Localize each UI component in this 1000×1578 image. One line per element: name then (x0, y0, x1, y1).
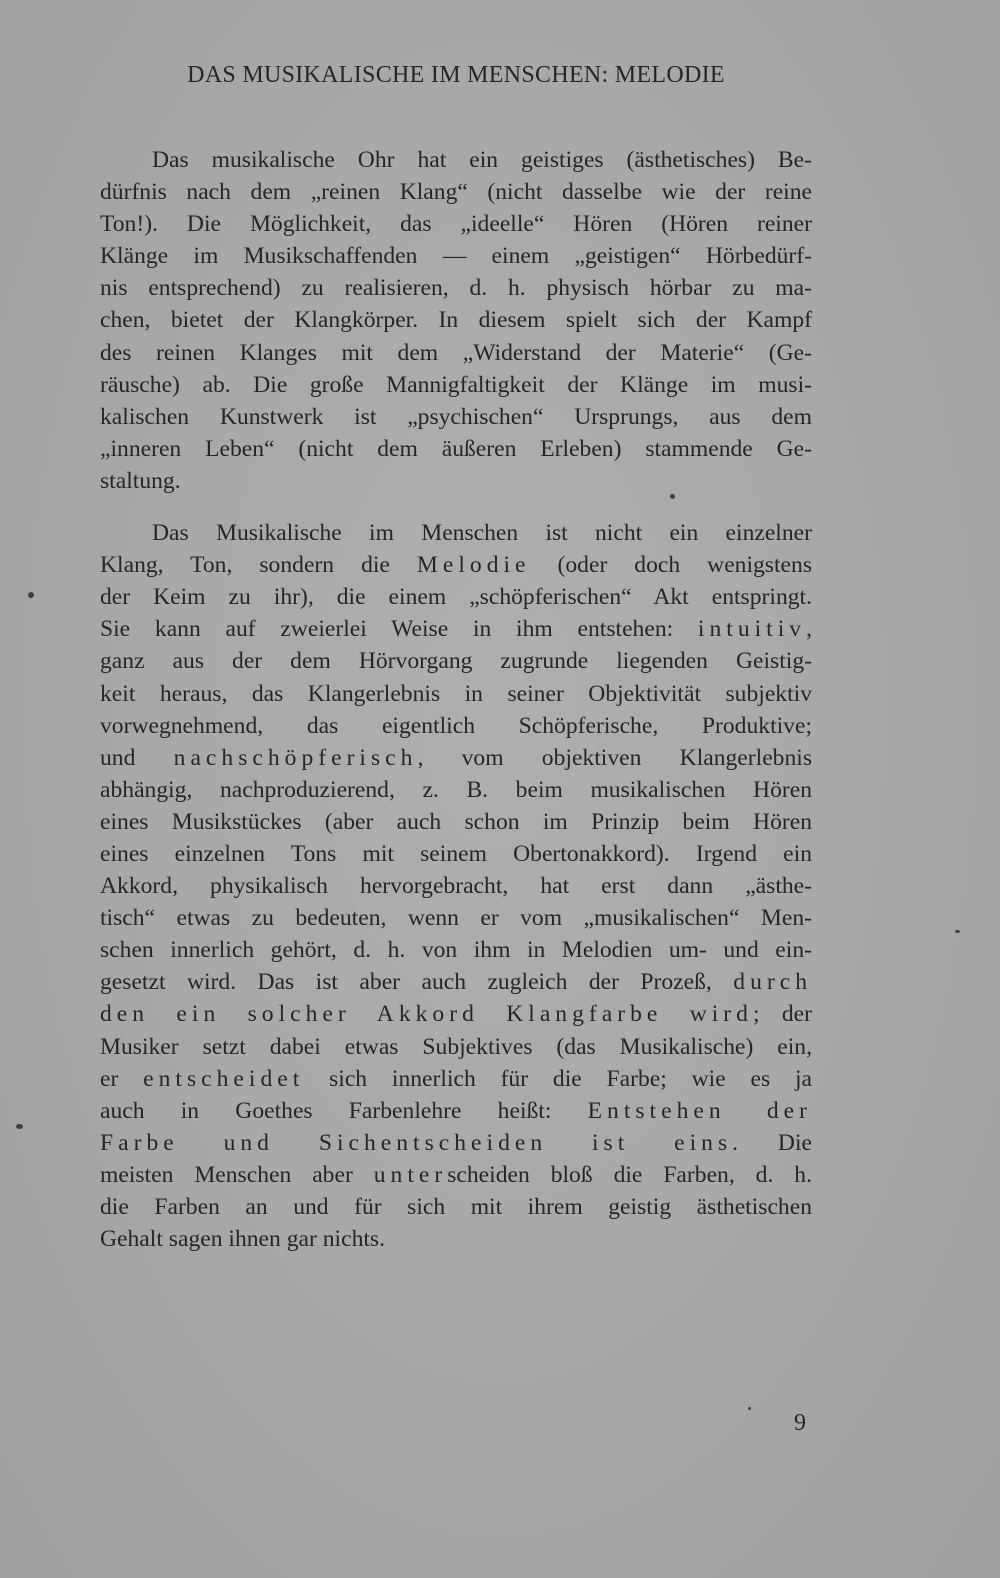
text-line: chen, bietet der Klangkörper. In diesem spielt sich der Kampf (100, 307, 812, 334)
text-line: Klänge im Musikschaffenden — einem „geistigen“ Hörbedürf- (100, 243, 812, 270)
text-line: auch in Goethes Farbenlehre heißt: Entstehen der (100, 1097, 812, 1124)
spaced-emphasis: nachschöpferisch (173, 744, 418, 771)
spaced-emphasis: intuitiv (697, 616, 807, 643)
text-line: gesetzt wird. Das ist aber auch zugleich der Prozeß, durch (100, 969, 812, 996)
text-line: staltung. (100, 467, 181, 494)
text-line: Das Musikalische im Menschen ist nicht ein einzelner (152, 520, 812, 547)
text-line: abhängig, nachproduzierend, z. B. beim musikalischen Hören (100, 776, 812, 803)
text-line: der Keim zu ihr), die einem „schöpferischen“ Akt entspringt. (100, 584, 812, 611)
page-number: 9 (794, 1410, 806, 1436)
text-line: dürfnis nach dem „reinen Klang“ (nicht dasselbe wie der reine (100, 179, 812, 206)
text-line: Musiker setzt dabei etwas Subjektives (das Musikalische) ein, (100, 1033, 812, 1060)
text-line: „inneren Leben“ (nicht dem äußeren Erleben) stammende Ge- (100, 435, 812, 462)
text-line: ganz aus der dem Hörvorgang zugrunde liegenden Geistig- (100, 648, 812, 675)
text-line: die Farben an und für sich mit ihrem geistig ästhetischen (100, 1194, 812, 1220)
text-line: meisten Menschen aber unterscheiden bloß die Farben, d. h. (100, 1161, 812, 1188)
print-speck (16, 1124, 23, 1129)
text-line: den ein solcher Akkord Klangfarbe wird; der (100, 1001, 812, 1028)
text-line: eines einzelnen Tons mit seinem Obertonakkord). Irgend ein (100, 840, 812, 867)
text-line: Das musikalische Ohr hat ein geistiges (ästhetisches) Be- (152, 147, 812, 173)
print-speck (28, 592, 34, 598)
spaced-emphasis: entscheidet (143, 1065, 305, 1092)
text-line: Ton!). Die Möglichkeit, das „ideelle“ Hören (Hören reiner (100, 211, 812, 238)
text-line: eines Musikstückes (aber auch schon im Prinzip beim Hören (100, 808, 812, 835)
text-line: Gehalt sagen ihnen gar nichts. (100, 1226, 386, 1253)
text-line: schen innerlich gehört, d. h. von ihm in Melodien um- und ein- (100, 937, 812, 964)
text-line: Sie kann auf zweierlei Weise in ihm entstehen: intuitiv, (100, 616, 812, 643)
print-speck (670, 494, 675, 499)
spaced-emphasis: unter (373, 1161, 448, 1188)
text-line: tisch“ etwas zu bedeuten, wenn er vom „musikalischen“ Men- (100, 905, 812, 932)
paragraph-gap (100, 497, 812, 517)
print-speck (955, 930, 960, 933)
running-header: DAS MUSIKALISCHE IM MENSCHEN: MELODIE (187, 62, 725, 88)
text-line: er entscheidet sich innerlich für die Farbe; wie es ja (100, 1065, 812, 1092)
text-line: vorwegnehmend, das eigentlich Schöpferische, Produktive; (100, 712, 812, 739)
text-line: Farbe und Sichentscheiden ist eins. Die (100, 1129, 812, 1156)
spaced-emphasis: durch (733, 969, 812, 996)
text-line: Akkord, physikalisch hervorgebracht, hat erst dann „ästhe- (100, 873, 812, 900)
print-speck (748, 1407, 751, 1410)
text-line: räusche) ab. Die große Mannigfaltigkeit der Klänge im musi- (100, 371, 812, 398)
text-line: Klang, Ton, sondern die Melodie (oder doch wenigstens (100, 552, 812, 579)
text-line: keit heraus, das Klangerlebnis in seiner Objektivität subjektiv (100, 680, 812, 707)
text-line: des reinen Klanges mit dem „Widerstand der Materie“ (Ge- (100, 339, 812, 366)
spaced-emphasis: Melodie (416, 552, 531, 579)
body-text (100, 144, 812, 1255)
text-line: nis entsprechend) zu realisieren, d. h. physisch hörbar zu ma- (100, 275, 812, 302)
spaced-emphasis: den ein solcher Akkord Klangfarbe wird (100, 1001, 753, 1028)
text-line: und nachschöpferisch, vom objektiven Klangerlebnis (100, 744, 812, 771)
spaced-emphasis: Farbe und Sichentscheiden ist eins (100, 1129, 733, 1156)
spaced-emphasis: Entstehen der (587, 1097, 812, 1124)
text-line: kalischen Kunstwerk ist „psychischen“ Ursprungs, aus dem (100, 403, 812, 430)
